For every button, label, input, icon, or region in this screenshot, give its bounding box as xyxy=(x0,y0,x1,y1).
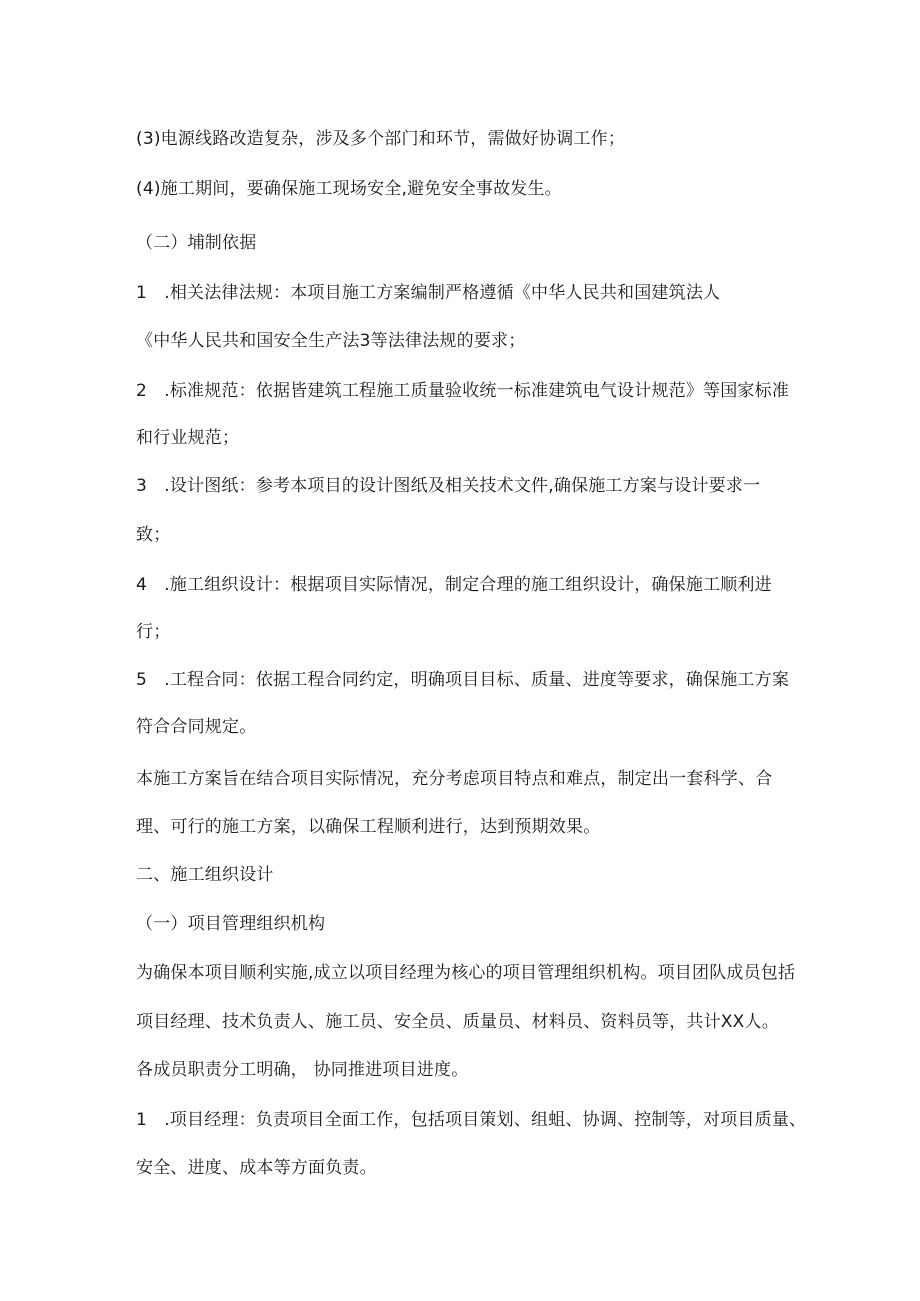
paragraph-item-4: (4)施工期间，要确保施工现场安全,避免安全事故发生。 xyxy=(136,179,562,199)
role-item-1-line-2: 安全、进度、成本等方面负责。 xyxy=(136,1158,377,1178)
summary-paragraph-line-1: 本施工方案旨在结合项目实际情况，充分考虑项目特点和难点，制定出一套科学、合 xyxy=(136,769,773,789)
summary-paragraph-line-2: 理、可行的施工方案，以确保工程顺利进行，达到预期效果。 xyxy=(136,817,601,837)
basis-item-1-line-2: 《中华人民共和国安全生产法3等法律法规的要求； xyxy=(136,331,526,351)
basis-item-4-line-2: 行； xyxy=(136,622,171,642)
management-paragraph-line-1: 为确保本项目顺利实施,成立以项目经理为核心的项目管理组织机构。项目团队成员包括 xyxy=(136,963,796,983)
section-heading-basis: （二）埔制依据 xyxy=(136,233,257,253)
basis-item-4-line-1: 4 .施工组织设计：根据项目实际情况，制定合理的施工组织设计，确保施工顺利进 xyxy=(136,575,772,595)
subsection-heading-management: （一）项目管理组织机构 xyxy=(136,914,326,934)
basis-item-5-line-2: 符合合同规定。 xyxy=(136,717,257,737)
section-heading-organization: 二、施工组织设计 xyxy=(136,865,274,885)
basis-item-2-line-1: 2 .标准规范：依据皆建筑工程施工质量验收统一标准建筑电气设计规范》等国家标准 xyxy=(136,381,790,401)
role-item-1-line-1: 1 .项目经理：负责项目全面工作，包括项目策划、组蛆、协调、控制等，对项目质量、 xyxy=(136,1110,807,1130)
basis-item-2-line-2: 和行业规范； xyxy=(136,428,240,448)
basis-item-3-line-1: 3 .设计图纸：参考本项目的设计图纸及相关技术文件,确保施工方案与设计要求一 xyxy=(136,476,761,496)
management-paragraph-line-2: 项目经理、技术负责人、施工员、安全员、质量员、材料员、资料员等，共计XX人。 xyxy=(136,1012,779,1032)
management-paragraph-line-3: 各成员职责分工明确， 协同推进项目进度。 xyxy=(136,1060,469,1080)
basis-item-1-line-1: 1 .相关法律法规：本项目施工方案编制严格遵循《中华人民共和国建筑法人 xyxy=(136,283,721,303)
paragraph-item-3: (3)电源线路改造复杂，涉及多个部门和环节，需做好协调工作； xyxy=(136,129,626,149)
basis-item-5-line-1: 5 .工程合同：依据工程合同约定，明确项目目标、质量、进度等要求，确保施工方案 xyxy=(136,670,790,690)
basis-item-3-line-2: 致； xyxy=(136,525,171,545)
